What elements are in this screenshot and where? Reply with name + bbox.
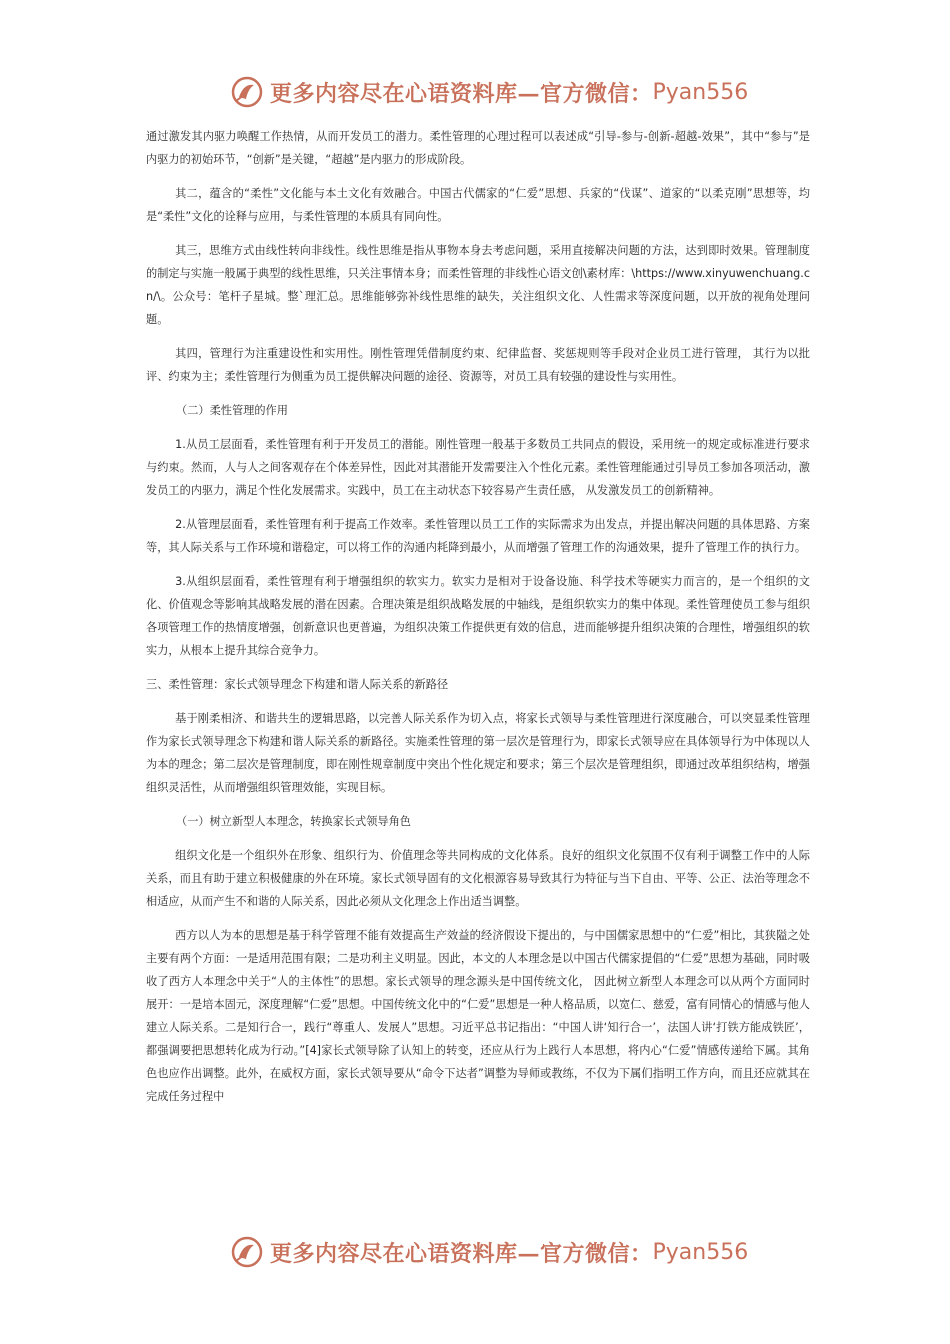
body-paragraph: 其四，管理行为注重建设性和实用性。刚性管理凭借制度约束、纪律监督、奖惩规则等手段对企业员工进行管理， 其行为以批评、约束为主；柔性管理行为侧重为员工提供解决问题的途径、资源等，对员工具有较强的建设性与实用性。 bbox=[146, 347, 810, 383]
body-paragraph: 基于刚柔相济、和谐共生的逻辑思路，以完善人际关系作为切入点，将家长式领导与柔性管理进行深度融合，可以突显柔性管理作为家长式领导理念下构建和谐人际关系的新路径。实施柔性管理的第一层次是管理行为，即家长式领导应在具体领导行为中体现以人为本的理念；第二层次是管理制度，即在刚性规章制度中突出个性化规定和要求；第三个层次是管理组织，即通过改革组织结构，增强组织灵活性，从而增强组织管理效能，实现目标。 bbox=[146, 712, 810, 794]
body-paragraph: 其二，蕴含的“柔性”文化能与本土文化有效融合。中国古代儒家的“仁爱”思想、兵家的“伐谋”、道家的“以柔克刚”思想等，均是“柔性”文化的诠释与应用，与柔性管理的本质具有同向性。 bbox=[146, 187, 810, 223]
body-paragraph: 其三，思维方式由线性转向非线性。线性思维是指从事物本身去考虑问题，采用直接解决问题的方法，达到即时效果。管理制度的制定与实施一般属于典型的线性思维，只关注事情本身；而柔性管理的非线性心语文创\素材库：\https://www.xinyuwenchuang.cn/\。公众号：笔杆子星城。整`理汇总。思维能够弥补线性思维的缺失，关注组织文化、人性需求等深度问题，以开放的视角处理问题。 bbox=[146, 244, 810, 326]
document-body bbox=[146, 125, 810, 1119]
watermark-text: 更多内容尽在心语资料库—官方微信： bbox=[270, 1240, 653, 1267]
body-paragraph: 2.从管理层面看，柔性管理有利于提高工作效率。柔性管理以员工工作的实际需求为出发点，并提出解决问题的具体思路、方案等，其人际关系与工作环境和谐稳定，可以将工作的沟通内耗降到最小，从而增强了管理工作的沟通效果，提升了管理工作的执行力。 bbox=[146, 518, 810, 554]
header-watermark-banner bbox=[230, 72, 749, 112]
section-heading: 三、柔性管理：家长式领导理念下构建和谐人际关系的新路径 bbox=[146, 678, 449, 691]
body-paragraph: 3.从组织层面看，柔性管理有利于增强组织的软实力。软实力是相对于设备设施、科学技术等硬实力而言的，是一个组织的文化、价值观念等影响其战略发展的潜在因素。合理决策是组织战略发展的中轴线，是组织软实力的集中体现。柔性管理使员工参与组织各项管理工作的热情度增强，创新意识也更普遍，为组织决策工作提供更有效的信息，进而能够提升组织决策的合理性，增强组织的软实力，从根本上提升其综合竞争力。 bbox=[146, 575, 810, 657]
watermark-text: 更多内容尽在心语资料库—官方微信： bbox=[270, 80, 653, 107]
watermark-wechat-id: Pyan556 bbox=[652, 1239, 749, 1265]
body-paragraph: 1.从员工层面看，柔性管理有利于开发员工的潜能。刚性管理一般基于多数员工共同点的假设，采用统一的规定或标准进行要求与约束。然而，人与人之间客观存在个体差异性，因此对其潜能开发需要注入个性化元素。柔性管理能通过引导员工参加各项活动，激发员工的内驱力，满足个性化发展需求。实践中，员工在主动状态下较容易产生责任感， 从发激发员工的创新精神。 bbox=[146, 438, 810, 497]
body-paragraph: 通过激发其内驱力唤醒工作热情，从而开发员工的潜力。柔性管理的心理过程可以表述成“引导-参与-创新-超越-效果”，其中“参与”是内驱力的初始环节，“创新”是关键，“超越”是内驱力的形成阶段。 bbox=[146, 130, 810, 166]
footer-watermark-banner bbox=[230, 1232, 749, 1272]
watermark-logo-icon bbox=[230, 75, 264, 109]
body-paragraph: 组织文化是一个组织外在形象、组织行为、价值理念等共同构成的文化体系。良好的组织文化氛围不仅有利于调整工作中的人际关系，而且有助于建立积极健康的外在环境。家长式领导固有的文化根源容易导致其行为特征与当下自由、平等、公正、法治等理念不相适应，从而产生不和谐的人际关系，因此必须从文化理念上作出适当调整。 bbox=[146, 849, 810, 908]
watermark-wechat-id: Pyan556 bbox=[652, 79, 749, 105]
section-subheading: （一）树立新型人本理念，转换家长式领导角色 bbox=[176, 815, 411, 828]
section-subheading: （二）柔性管理的作用 bbox=[176, 404, 288, 417]
watermark-logo-icon bbox=[230, 1235, 264, 1269]
body-paragraph: 西方以人为本的思想是基于科学管理不能有效提高生产效益的经济假设下提出的，与中国儒家思想中的“仁爱”相比，其狭隘之处主要有两个方面：一是适用范围有限；二是功利主义明显。因此，本文的人本理念是以中国古代儒家提倡的“仁爱”思想为基础，同时吸收了西方人本理念中关于“人的主体性”的思想。家长式领导的理念源头是中国传统文化， 因此树立新型人本理念可以从两个方面同时展开：一是培本固元，深度理解“仁爱”思想。中国传统文化中的“仁爱”思想是一种人格品质，以宽仁、慈爱，富有同情心的情感与他人建立人际关系。二是知行合一，践行“尊重人、发展人”思想。习近平总书记指出：“中国人讲‘知行合一’，法国人讲‘打铁方能成铁匠’，都强调要把思想转化成为行动。”[4]家长式领导除了认知上的转变，还应从行为上践行人本思想，将内心“仁爱”情感传递给下属。其角色也应作出调整。此外，在威权方面，家长式领导要从“命令下达者”调整为导师或教练，不仅为下属们指明工作方向，而且还应就其在完成任务过程中 bbox=[146, 929, 810, 1103]
